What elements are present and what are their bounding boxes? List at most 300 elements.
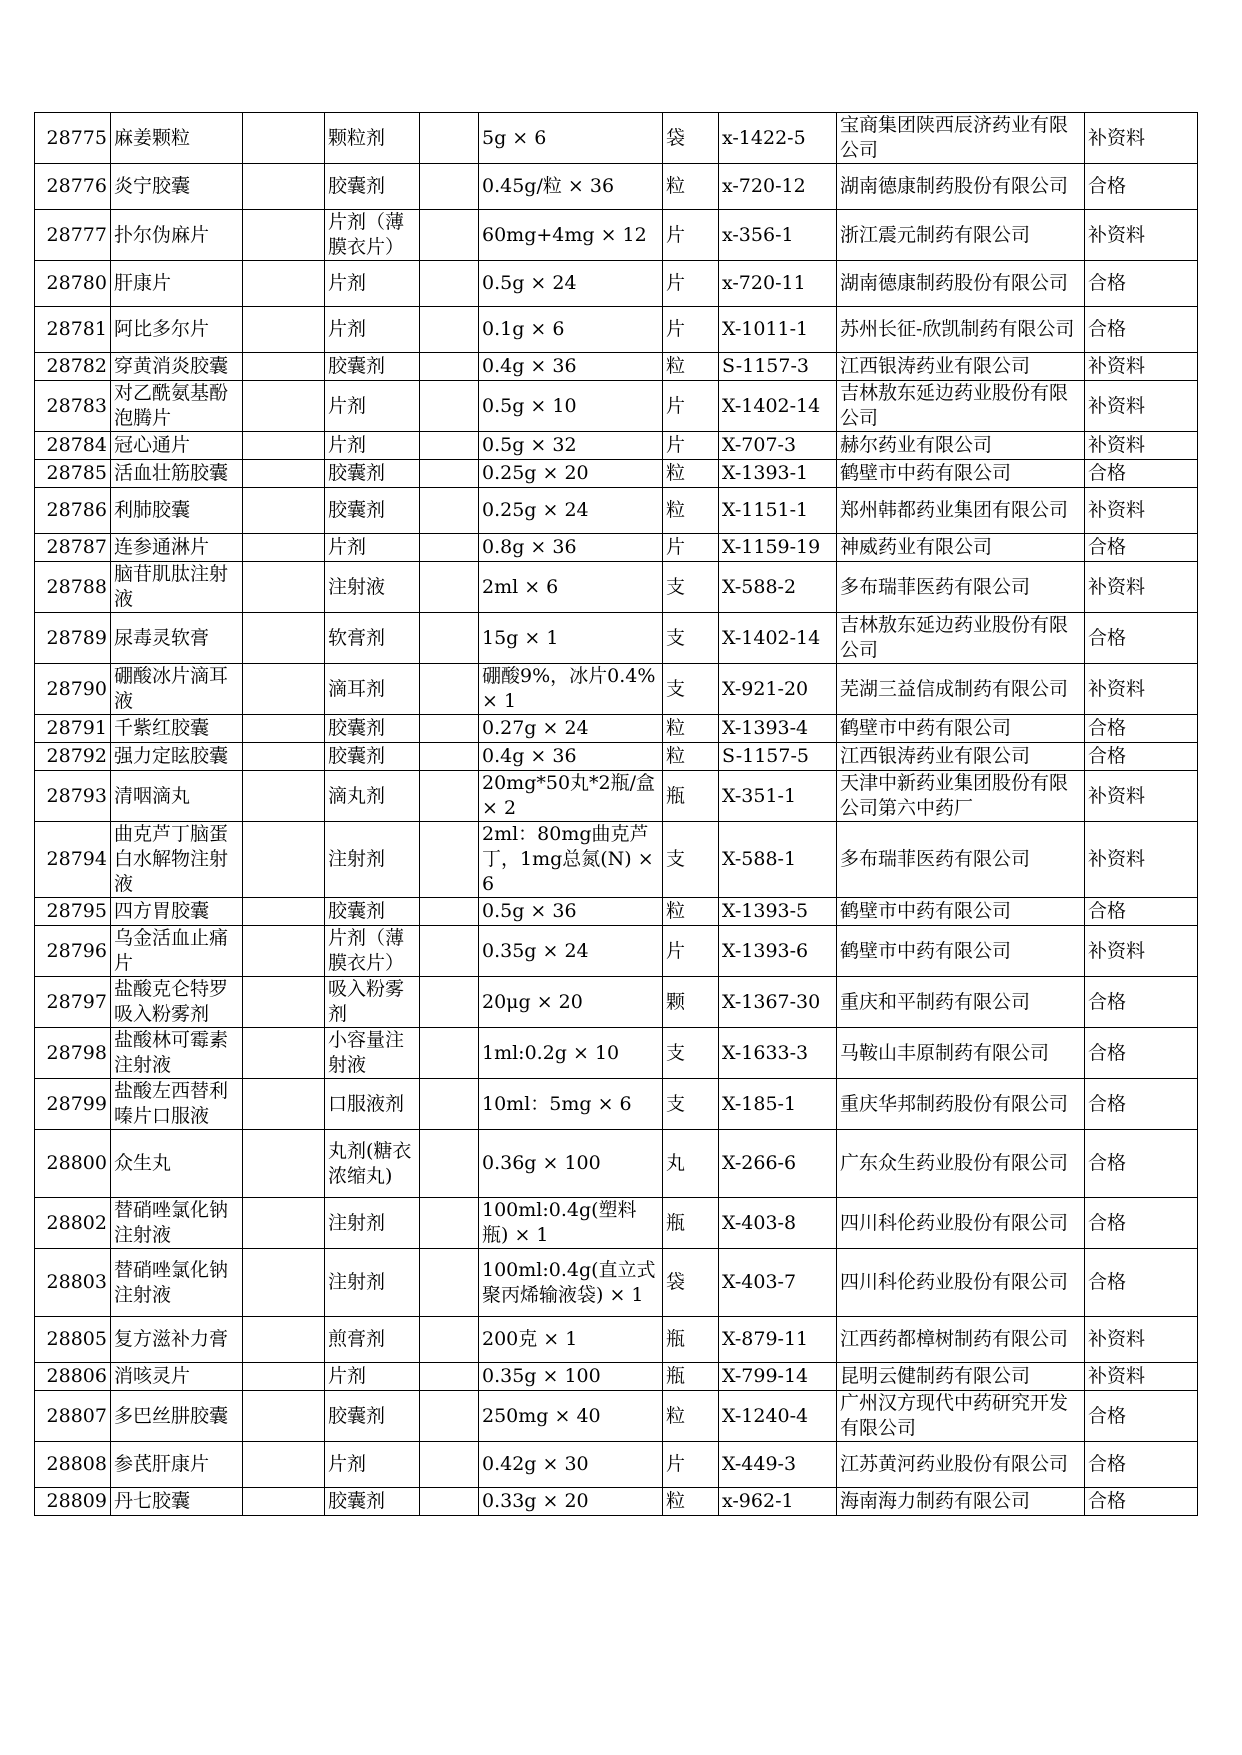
dosage-form-cell: 片剂 bbox=[325, 261, 420, 307]
drug-name-cell: 清咽滴丸 bbox=[111, 771, 243, 822]
row-id-cell: 28805 bbox=[35, 1317, 111, 1363]
empty-cell bbox=[243, 164, 325, 210]
empty-cell bbox=[420, 1488, 479, 1516]
drug-name-cell: 替硝唑氯化钠注射液 bbox=[111, 1198, 243, 1249]
dosage-form-cell: 片剂（薄膜衣片） bbox=[325, 926, 420, 977]
dosage-form-cell: 滴耳剂 bbox=[325, 664, 420, 715]
specification-cell: 0.5g × 32 bbox=[479, 432, 663, 460]
empty-cell bbox=[243, 898, 325, 926]
code-cell: S-1157-3 bbox=[719, 353, 837, 381]
specification-cell: 5g × 6 bbox=[479, 113, 663, 164]
specification-cell: 0.27g × 24 bbox=[479, 715, 663, 743]
specification-cell: 100ml:0.4g(塑料瓶) × 1 bbox=[479, 1198, 663, 1249]
drug-name-cell: 千紫红胶囊 bbox=[111, 715, 243, 743]
result-cell: 合格 bbox=[1085, 1488, 1198, 1516]
row-id-cell: 28785 bbox=[35, 460, 111, 488]
dosage-form-cell: 胶囊剂 bbox=[325, 1391, 420, 1442]
row-id-cell: 28808 bbox=[35, 1442, 111, 1488]
dosage-form-cell: 丸剂(糖衣浓缩丸) bbox=[325, 1130, 420, 1198]
specification-cell: 0.8g × 36 bbox=[479, 534, 663, 562]
empty-cell bbox=[420, 977, 479, 1028]
result-cell: 合格 bbox=[1085, 1391, 1198, 1442]
drug-name-cell: 冠心通片 bbox=[111, 432, 243, 460]
specification-cell: 0.4g × 36 bbox=[479, 743, 663, 771]
empty-cell bbox=[420, 460, 479, 488]
manufacturer-cell: 江西银涛药业有限公司 bbox=[837, 353, 1085, 381]
unit-cell: 支 bbox=[663, 1028, 719, 1079]
unit-cell: 支 bbox=[663, 613, 719, 664]
specification-cell: 0.1g × 6 bbox=[479, 307, 663, 353]
empty-cell bbox=[243, 1391, 325, 1442]
unit-cell: 支 bbox=[663, 822, 719, 898]
result-cell: 合格 bbox=[1085, 1249, 1198, 1317]
code-cell: x-1422-5 bbox=[719, 113, 837, 164]
drug-name-cell: 盐酸林可霉素注射液 bbox=[111, 1028, 243, 1079]
dosage-form-cell: 颗粒剂 bbox=[325, 113, 420, 164]
dosage-form-cell: 胶囊剂 bbox=[325, 353, 420, 381]
manufacturer-cell: 四川科伦药业股份有限公司 bbox=[837, 1198, 1085, 1249]
empty-cell bbox=[243, 715, 325, 743]
result-cell: 合格 bbox=[1085, 1028, 1198, 1079]
code-cell: X-1393-5 bbox=[719, 898, 837, 926]
specification-cell: 0.33g × 20 bbox=[479, 1488, 663, 1516]
result-cell: 补资料 bbox=[1085, 771, 1198, 822]
empty-cell bbox=[420, 771, 479, 822]
manufacturer-cell: 昆明云健制药有限公司 bbox=[837, 1363, 1085, 1391]
code-cell: x-720-12 bbox=[719, 164, 837, 210]
unit-cell: 粒 bbox=[663, 353, 719, 381]
empty-cell bbox=[420, 898, 479, 926]
empty-cell bbox=[420, 113, 479, 164]
drug-name-cell: 丹七胶囊 bbox=[111, 1488, 243, 1516]
specification-cell: 250mg × 40 bbox=[479, 1391, 663, 1442]
row-id-cell: 28781 bbox=[35, 307, 111, 353]
code-cell: X-1151-1 bbox=[719, 488, 837, 534]
code-cell: x-962-1 bbox=[719, 1488, 837, 1516]
code-cell: X-1159-19 bbox=[719, 534, 837, 562]
row-id-cell: 28783 bbox=[35, 381, 111, 432]
manufacturer-cell: 重庆华邦制药股份有限公司 bbox=[837, 1079, 1085, 1130]
empty-cell bbox=[243, 534, 325, 562]
unit-cell: 片 bbox=[663, 210, 719, 261]
unit-cell: 粒 bbox=[663, 164, 719, 210]
result-cell: 合格 bbox=[1085, 164, 1198, 210]
table-row bbox=[35, 1079, 1198, 1130]
unit-cell: 袋 bbox=[663, 113, 719, 164]
manufacturer-cell: 江苏黄河药业股份有限公司 bbox=[837, 1442, 1085, 1488]
dosage-form-cell: 吸入粉雾剂 bbox=[325, 977, 420, 1028]
row-id-cell: 28791 bbox=[35, 715, 111, 743]
specification-cell: 0.42g × 30 bbox=[479, 1442, 663, 1488]
unit-cell: 丸 bbox=[663, 1130, 719, 1198]
drug-name-cell: 炎宁胶囊 bbox=[111, 164, 243, 210]
specification-cell: 0.35g × 24 bbox=[479, 926, 663, 977]
row-id-cell: 28794 bbox=[35, 822, 111, 898]
manufacturer-cell: 吉林敖东延边药业股份有限公司 bbox=[837, 381, 1085, 432]
row-id-cell: 28784 bbox=[35, 432, 111, 460]
unit-cell: 粒 bbox=[663, 1391, 719, 1442]
result-cell: 合格 bbox=[1085, 898, 1198, 926]
empty-cell bbox=[420, 432, 479, 460]
unit-cell: 片 bbox=[663, 534, 719, 562]
result-cell: 合格 bbox=[1085, 460, 1198, 488]
dosage-form-cell: 片剂 bbox=[325, 432, 420, 460]
code-cell: X-185-1 bbox=[719, 1079, 837, 1130]
row-id-cell: 28793 bbox=[35, 771, 111, 822]
code-cell: X-1393-4 bbox=[719, 715, 837, 743]
table-row bbox=[35, 534, 1198, 562]
result-cell: 合格 bbox=[1085, 743, 1198, 771]
dosage-form-cell: 注射剂 bbox=[325, 1198, 420, 1249]
drug-name-cell: 活血壮筋胶囊 bbox=[111, 460, 243, 488]
result-cell: 合格 bbox=[1085, 307, 1198, 353]
unit-cell: 片 bbox=[663, 432, 719, 460]
manufacturer-cell: 神威药业有限公司 bbox=[837, 534, 1085, 562]
dosage-form-cell: 胶囊剂 bbox=[325, 743, 420, 771]
manufacturer-cell: 重庆和平制药有限公司 bbox=[837, 977, 1085, 1028]
code-cell: X-1393-6 bbox=[719, 926, 837, 977]
row-id-cell: 28796 bbox=[35, 926, 111, 977]
result-cell: 合格 bbox=[1085, 261, 1198, 307]
drug-registration-table bbox=[34, 112, 1198, 1516]
specification-cell: 20mg*50丸*2瓶/盒 × 2 bbox=[479, 771, 663, 822]
manufacturer-cell: 马鞍山丰原制药有限公司 bbox=[837, 1028, 1085, 1079]
empty-cell bbox=[420, 1028, 479, 1079]
table-row bbox=[35, 1391, 1198, 1442]
code-cell: X-879-11 bbox=[719, 1317, 837, 1363]
manufacturer-cell: 多布瑞菲医药有限公司 bbox=[837, 822, 1085, 898]
drug-name-cell: 盐酸左西替利嗪片口服液 bbox=[111, 1079, 243, 1130]
result-cell: 补资料 bbox=[1085, 926, 1198, 977]
drug-name-cell: 四方胃胶囊 bbox=[111, 898, 243, 926]
row-id-cell: 28792 bbox=[35, 743, 111, 771]
empty-cell bbox=[420, 562, 479, 613]
empty-cell bbox=[420, 307, 479, 353]
manufacturer-cell: 浙江震元制药有限公司 bbox=[837, 210, 1085, 261]
result-cell: 补资料 bbox=[1085, 1363, 1198, 1391]
unit-cell: 片 bbox=[663, 926, 719, 977]
drug-name-cell: 对乙酰氨基酚泡腾片 bbox=[111, 381, 243, 432]
empty-cell bbox=[243, 926, 325, 977]
row-id-cell: 28797 bbox=[35, 977, 111, 1028]
dosage-form-cell: 片剂 bbox=[325, 534, 420, 562]
empty-cell bbox=[243, 822, 325, 898]
unit-cell: 片 bbox=[663, 381, 719, 432]
empty-cell bbox=[420, 822, 479, 898]
empty-cell bbox=[243, 261, 325, 307]
code-cell: X-1402-14 bbox=[719, 381, 837, 432]
table-row bbox=[35, 460, 1198, 488]
dosage-form-cell: 胶囊剂 bbox=[325, 715, 420, 743]
specification-cell: 200克 × 1 bbox=[479, 1317, 663, 1363]
table-row bbox=[35, 210, 1198, 261]
table-row bbox=[35, 164, 1198, 210]
table-row bbox=[35, 381, 1198, 432]
empty-cell bbox=[243, 1317, 325, 1363]
drug-name-cell: 参芪肝康片 bbox=[111, 1442, 243, 1488]
empty-cell bbox=[420, 1079, 479, 1130]
result-cell: 合格 bbox=[1085, 1198, 1198, 1249]
drug-name-cell: 尿毒灵软膏 bbox=[111, 613, 243, 664]
table-row bbox=[35, 307, 1198, 353]
drug-name-cell: 复方滋补力膏 bbox=[111, 1317, 243, 1363]
result-cell: 合格 bbox=[1085, 1079, 1198, 1130]
drug-name-cell: 连参通淋片 bbox=[111, 534, 243, 562]
empty-cell bbox=[420, 1130, 479, 1198]
empty-cell bbox=[420, 353, 479, 381]
empty-cell bbox=[420, 664, 479, 715]
manufacturer-cell: 宝商集团陕西辰济药业有限公司 bbox=[837, 113, 1085, 164]
table-row bbox=[35, 1130, 1198, 1198]
drug-name-cell: 麻姜颗粒 bbox=[111, 113, 243, 164]
empty-cell bbox=[243, 210, 325, 261]
empty-cell bbox=[420, 1249, 479, 1317]
unit-cell: 瓶 bbox=[663, 1363, 719, 1391]
drug-name-cell: 穿黄消炎胶囊 bbox=[111, 353, 243, 381]
dosage-form-cell: 胶囊剂 bbox=[325, 1488, 420, 1516]
specification-cell: 硼酸9%，冰片0.4% × 1 bbox=[479, 664, 663, 715]
drug-name-cell: 阿比多尔片 bbox=[111, 307, 243, 353]
drug-name-cell: 利肺胶囊 bbox=[111, 488, 243, 534]
specification-cell: 0.5g × 36 bbox=[479, 898, 663, 926]
unit-cell: 粒 bbox=[663, 1488, 719, 1516]
specification-cell: 15g × 1 bbox=[479, 613, 663, 664]
table-row bbox=[35, 562, 1198, 613]
result-cell: 合格 bbox=[1085, 977, 1198, 1028]
code-cell: S-1157-5 bbox=[719, 743, 837, 771]
empty-cell bbox=[420, 488, 479, 534]
specification-cell: 0.4g × 36 bbox=[479, 353, 663, 381]
unit-cell: 片 bbox=[663, 307, 719, 353]
drug-name-cell: 多巴丝肼胶囊 bbox=[111, 1391, 243, 1442]
empty-cell bbox=[420, 381, 479, 432]
row-id-cell: 28800 bbox=[35, 1130, 111, 1198]
row-id-cell: 28786 bbox=[35, 488, 111, 534]
row-id-cell: 28795 bbox=[35, 898, 111, 926]
result-cell: 补资料 bbox=[1085, 381, 1198, 432]
table-row bbox=[35, 1488, 1198, 1516]
result-cell: 补资料 bbox=[1085, 432, 1198, 460]
unit-cell: 袋 bbox=[663, 1249, 719, 1317]
empty-cell bbox=[243, 113, 325, 164]
empty-cell bbox=[420, 164, 479, 210]
dosage-form-cell: 滴丸剂 bbox=[325, 771, 420, 822]
manufacturer-cell: 广州汉方现代中药研究开发有限公司 bbox=[837, 1391, 1085, 1442]
manufacturer-cell: 海南海力制药有限公司 bbox=[837, 1488, 1085, 1516]
table-row bbox=[35, 977, 1198, 1028]
specification-cell: 2ml：80mg曲克芦丁，1mg总氮(N) × 6 bbox=[479, 822, 663, 898]
empty-cell bbox=[420, 534, 479, 562]
dosage-form-cell: 片剂 bbox=[325, 381, 420, 432]
result-cell: 补资料 bbox=[1085, 822, 1198, 898]
table-row bbox=[35, 771, 1198, 822]
empty-cell bbox=[420, 1363, 479, 1391]
table-row bbox=[35, 432, 1198, 460]
code-cell: X-588-2 bbox=[719, 562, 837, 613]
row-id-cell: 28803 bbox=[35, 1249, 111, 1317]
code-cell: X-799-14 bbox=[719, 1363, 837, 1391]
dosage-form-cell: 注射液 bbox=[325, 562, 420, 613]
dosage-form-cell: 片剂 bbox=[325, 307, 420, 353]
table-row bbox=[35, 353, 1198, 381]
drug-name-cell: 硼酸冰片滴耳液 bbox=[111, 664, 243, 715]
dosage-form-cell: 胶囊剂 bbox=[325, 488, 420, 534]
manufacturer-cell: 赫尔药业有限公司 bbox=[837, 432, 1085, 460]
code-cell: X-403-8 bbox=[719, 1198, 837, 1249]
drug-name-cell: 替硝唑氯化钠注射液 bbox=[111, 1249, 243, 1317]
table-row bbox=[35, 743, 1198, 771]
row-id-cell: 28807 bbox=[35, 1391, 111, 1442]
table-row bbox=[35, 613, 1198, 664]
empty-cell bbox=[243, 1198, 325, 1249]
result-cell: 补资料 bbox=[1085, 664, 1198, 715]
specification-cell: 100ml:0.4g(直立式聚丙烯输液袋) × 1 bbox=[479, 1249, 663, 1317]
table-row bbox=[35, 715, 1198, 743]
manufacturer-cell: 多布瑞菲医药有限公司 bbox=[837, 562, 1085, 613]
result-cell: 合格 bbox=[1085, 613, 1198, 664]
row-id-cell: 28787 bbox=[35, 534, 111, 562]
row-id-cell: 28782 bbox=[35, 353, 111, 381]
dosage-form-cell: 注射剂 bbox=[325, 822, 420, 898]
manufacturer-cell: 吉林敖东延边药业股份有限公司 bbox=[837, 613, 1085, 664]
row-id-cell: 28809 bbox=[35, 1488, 111, 1516]
row-id-cell: 28780 bbox=[35, 261, 111, 307]
table-row bbox=[35, 664, 1198, 715]
table-row bbox=[35, 261, 1198, 307]
specification-cell: 0.5g × 24 bbox=[479, 261, 663, 307]
empty-cell bbox=[420, 926, 479, 977]
table-row bbox=[35, 822, 1198, 898]
row-id-cell: 28802 bbox=[35, 1198, 111, 1249]
dosage-form-cell: 片剂（薄膜衣片） bbox=[325, 210, 420, 261]
specification-cell: 60mg+4mg × 12 bbox=[479, 210, 663, 261]
row-id-cell: 28777 bbox=[35, 210, 111, 261]
code-cell: X-1402-14 bbox=[719, 613, 837, 664]
dosage-form-cell: 煎膏剂 bbox=[325, 1317, 420, 1363]
code-cell: X-707-3 bbox=[719, 432, 837, 460]
table-row bbox=[35, 1249, 1198, 1317]
specification-cell: 1ml:0.2g × 10 bbox=[479, 1028, 663, 1079]
code-cell: X-1393-1 bbox=[719, 460, 837, 488]
empty-cell bbox=[243, 613, 325, 664]
drug-name-cell: 消咳灵片 bbox=[111, 1363, 243, 1391]
empty-cell bbox=[243, 1028, 325, 1079]
code-cell: X-1633-3 bbox=[719, 1028, 837, 1079]
code-cell: x-356-1 bbox=[719, 210, 837, 261]
drug-name-cell: 曲克芦丁脑蛋白水解物注射液 bbox=[111, 822, 243, 898]
unit-cell: 支 bbox=[663, 562, 719, 613]
dosage-form-cell: 片剂 bbox=[325, 1442, 420, 1488]
manufacturer-cell: 江西银涛药业有限公司 bbox=[837, 743, 1085, 771]
empty-cell bbox=[243, 1488, 325, 1516]
drug-name-cell: 乌金活血止痛片 bbox=[111, 926, 243, 977]
manufacturer-cell: 鹤壁市中药有限公司 bbox=[837, 460, 1085, 488]
manufacturer-cell: 芜湖三益信成制药有限公司 bbox=[837, 664, 1085, 715]
dosage-form-cell: 注射剂 bbox=[325, 1249, 420, 1317]
row-id-cell: 28799 bbox=[35, 1079, 111, 1130]
table-row bbox=[35, 898, 1198, 926]
code-cell: X-449-3 bbox=[719, 1442, 837, 1488]
table-row bbox=[35, 488, 1198, 534]
specification-cell: 10ml：5mg × 6 bbox=[479, 1079, 663, 1130]
code-cell: x-720-11 bbox=[719, 261, 837, 307]
dosage-form-cell: 胶囊剂 bbox=[325, 164, 420, 210]
row-id-cell: 28775 bbox=[35, 113, 111, 164]
result-cell: 补资料 bbox=[1085, 488, 1198, 534]
code-cell: X-266-6 bbox=[719, 1130, 837, 1198]
row-id-cell: 28788 bbox=[35, 562, 111, 613]
drug-name-cell: 强力定眩胶囊 bbox=[111, 743, 243, 771]
result-cell: 补资料 bbox=[1085, 562, 1198, 613]
manufacturer-cell: 鹤壁市中药有限公司 bbox=[837, 898, 1085, 926]
empty-cell bbox=[243, 432, 325, 460]
empty-cell bbox=[243, 1363, 325, 1391]
table-row bbox=[35, 926, 1198, 977]
empty-cell bbox=[243, 743, 325, 771]
empty-cell bbox=[243, 353, 325, 381]
code-cell: X-1367-30 bbox=[719, 977, 837, 1028]
code-cell: X-588-1 bbox=[719, 822, 837, 898]
unit-cell: 片 bbox=[663, 1442, 719, 1488]
empty-cell bbox=[420, 210, 479, 261]
code-cell: X-351-1 bbox=[719, 771, 837, 822]
result-cell: 合格 bbox=[1085, 1442, 1198, 1488]
table-row bbox=[35, 113, 1198, 164]
empty-cell bbox=[420, 743, 479, 771]
dosage-form-cell: 小容量注射液 bbox=[325, 1028, 420, 1079]
code-cell: X-1240-4 bbox=[719, 1391, 837, 1442]
result-cell: 补资料 bbox=[1085, 1317, 1198, 1363]
empty-cell bbox=[243, 1442, 325, 1488]
specification-cell: 0.25g × 20 bbox=[479, 460, 663, 488]
empty-cell bbox=[243, 488, 325, 534]
unit-cell: 粒 bbox=[663, 460, 719, 488]
specification-cell: 0.35g × 100 bbox=[479, 1363, 663, 1391]
empty-cell bbox=[420, 715, 479, 743]
result-cell: 合格 bbox=[1085, 534, 1198, 562]
unit-cell: 瓶 bbox=[663, 1317, 719, 1363]
empty-cell bbox=[243, 562, 325, 613]
code-cell: X-1011-1 bbox=[719, 307, 837, 353]
specification-cell: 2ml × 6 bbox=[479, 562, 663, 613]
unit-cell: 支 bbox=[663, 664, 719, 715]
empty-cell bbox=[243, 1249, 325, 1317]
table-row bbox=[35, 1363, 1198, 1391]
result-cell: 合格 bbox=[1085, 1130, 1198, 1198]
empty-cell bbox=[420, 1391, 479, 1442]
unit-cell: 粒 bbox=[663, 743, 719, 771]
dosage-form-cell: 口服液剂 bbox=[325, 1079, 420, 1130]
empty-cell bbox=[420, 1317, 479, 1363]
unit-cell: 粒 bbox=[663, 488, 719, 534]
row-id-cell: 28798 bbox=[35, 1028, 111, 1079]
dosage-form-cell: 胶囊剂 bbox=[325, 898, 420, 926]
unit-cell: 颗 bbox=[663, 977, 719, 1028]
drug-name-cell: 肝康片 bbox=[111, 261, 243, 307]
result-cell: 补资料 bbox=[1085, 113, 1198, 164]
unit-cell: 瓶 bbox=[663, 771, 719, 822]
empty-cell bbox=[243, 664, 325, 715]
empty-cell bbox=[243, 307, 325, 353]
empty-cell bbox=[243, 771, 325, 822]
empty-cell bbox=[243, 1079, 325, 1130]
result-cell: 补资料 bbox=[1085, 353, 1198, 381]
specification-cell: 0.25g × 24 bbox=[479, 488, 663, 534]
dosage-form-cell: 软膏剂 bbox=[325, 613, 420, 664]
dosage-form-cell: 胶囊剂 bbox=[325, 460, 420, 488]
manufacturer-cell: 鹤壁市中药有限公司 bbox=[837, 715, 1085, 743]
manufacturer-cell: 四川科伦药业股份有限公司 bbox=[837, 1249, 1085, 1317]
